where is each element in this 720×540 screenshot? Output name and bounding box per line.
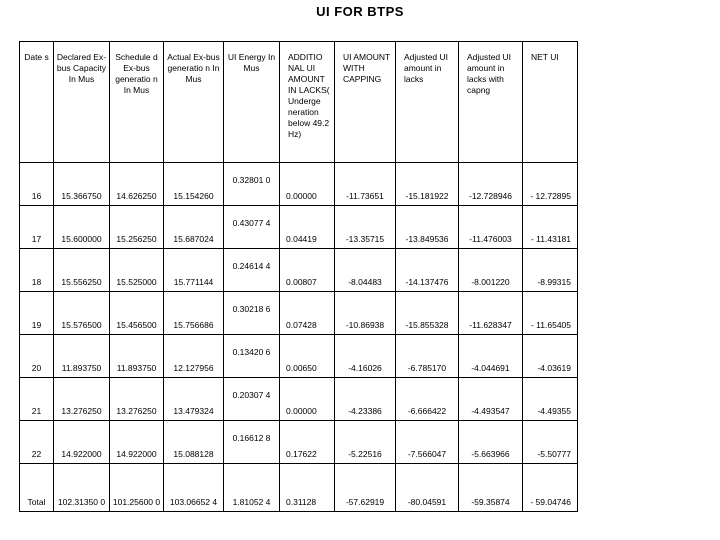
cell-date: 18 [20,249,54,292]
cell-net-ui: - 11.65405 [523,292,578,335]
cell-adjusted: -15.181922 [396,163,459,206]
cell-actual: 15.687024 [164,206,224,249]
cell-declared: 11.893750 [54,335,110,378]
cell-adjusted: -7.566047 [396,421,459,464]
header-adjusted-ui: Adjusted UI amount in lacks [396,42,459,163]
cell-adjusted-capng: -59.35874 [459,464,523,512]
cell-date: Total [20,464,54,512]
cell-net-ui: -8.99315 [523,249,578,292]
cell-additional: 0.31128 [280,464,335,512]
total-row [20,464,578,512]
table-row [20,335,578,378]
cell-scheduled: 14.626250 [110,163,164,206]
cell-declared: 102.31350 0 [54,464,110,512]
cell-actual: 13.479324 [164,378,224,421]
cell-capping: -10.86938 [335,292,396,335]
cell-declared: 15.576500 [54,292,110,335]
cell-declared: 14.922000 [54,421,110,464]
cell-actual: 103.06652 4 [164,464,224,512]
header-scheduled-generation: Schedule d Ex-bus generatio n In Mus [110,42,164,163]
table-row [20,421,578,464]
cell-scheduled: 11.893750 [110,335,164,378]
cell-declared: 15.600000 [54,206,110,249]
header-ui-amount-capping: UI AMOUNT WITH CAPPING [335,42,396,163]
table-row [20,163,578,206]
cell-actual: 15.756686 [164,292,224,335]
header-adjusted-ui-capng: Adjusted UI amount in lacks with capng [459,42,523,163]
header-declared-capacity: Declared Ex-bus Capacity In Mus [54,42,110,163]
cell-adjusted: -14.137476 [396,249,459,292]
cell-adjusted-capng: -8.001220 [459,249,523,292]
cell-net-ui: - 59.04746 [523,464,578,512]
cell-ui-energy: 0.32801 0 [224,163,280,206]
cell-adjusted: -6.666422 [396,378,459,421]
cell-net-ui: -5.50777 [523,421,578,464]
cell-actual: 15.154260 [164,163,224,206]
cell-adjusted: -15.855328 [396,292,459,335]
cell-additional: 0.00000 [280,378,335,421]
header-actual-generation: Actual Ex-bus generatio n In Mus [164,42,224,163]
cell-additional: 0.07428 [280,292,335,335]
cell-date: 19 [20,292,54,335]
cell-ui-energy: 0.20307 4 [224,378,280,421]
table-row [20,378,578,421]
cell-scheduled: 101.25600 0 [110,464,164,512]
cell-ui-energy: 0.16612 8 [224,421,280,464]
cell-declared: 15.366750 [54,163,110,206]
cell-adjusted: -13.849536 [396,206,459,249]
cell-ui-energy: 0.13420 6 [224,335,280,378]
cell-scheduled: 15.456500 [110,292,164,335]
cell-capping: -5.22516 [335,421,396,464]
cell-date: 16 [20,163,54,206]
cell-capping: -57.62919 [335,464,396,512]
cell-capping: -11.73651 [335,163,396,206]
cell-additional: 0.00000 [280,163,335,206]
cell-net-ui: -4.03619 [523,335,578,378]
cell-adjusted-capng: -4.044691 [459,335,523,378]
table-row [20,292,578,335]
cell-actual: 15.771144 [164,249,224,292]
cell-ui-energy: 0.24614 4 [224,249,280,292]
table-row [20,249,578,292]
cell-net-ui: - 12.72895 [523,163,578,206]
cell-declared: 15.556250 [54,249,110,292]
cell-adjusted-capng: -4.493547 [459,378,523,421]
cell-scheduled: 15.525000 [110,249,164,292]
cell-adjusted-capng: -5.663966 [459,421,523,464]
cell-capping: -4.16026 [335,335,396,378]
cell-capping: -4.23386 [335,378,396,421]
page-title: UI FOR BTPS [316,4,404,19]
header-additional-ui-amount: ADDITIO NAL UI AMOUNT IN LACKS( Underge neration below 49.2 Hz) [280,42,335,163]
cell-additional: 0.00807 [280,249,335,292]
cell-adjusted: -6.785170 [396,335,459,378]
cell-additional: 0.00650 [280,335,335,378]
cell-scheduled: 14.922000 [110,421,164,464]
cell-capping: -13.35715 [335,206,396,249]
cell-capping: -8.04483 [335,249,396,292]
table-row [20,206,578,249]
cell-net-ui: - 11.43181 [523,206,578,249]
cell-adjusted-capng: -11.628347 [459,292,523,335]
cell-scheduled: 15.256250 [110,206,164,249]
cell-actual: 12.127956 [164,335,224,378]
header-dates: Date s [20,42,54,163]
cell-ui-energy: 0.43077 4 [224,206,280,249]
ui-table [19,41,578,512]
cell-additional: 0.17622 [280,421,335,464]
cell-adjusted-capng: -12.728946 [459,163,523,206]
cell-date: 22 [20,421,54,464]
cell-date: 17 [20,206,54,249]
cell-scheduled: 13.276250 [110,378,164,421]
cell-adjusted: -80.04591 [396,464,459,512]
cell-ui-energy: 0.30218 6 [224,292,280,335]
cell-net-ui: -4.49355 [523,378,578,421]
header-row [20,42,578,163]
cell-actual: 15.088128 [164,421,224,464]
cell-additional: 0.04419 [280,206,335,249]
cell-date: 21 [20,378,54,421]
header-ui-energy: UI Energy In Mus [224,42,280,163]
cell-declared: 13.276250 [54,378,110,421]
cell-adjusted-capng: -11.476003 [459,206,523,249]
cell-ui-energy: 1.81052 4 [224,464,280,512]
cell-date: 20 [20,335,54,378]
header-net-ui: NET UI [523,42,578,163]
